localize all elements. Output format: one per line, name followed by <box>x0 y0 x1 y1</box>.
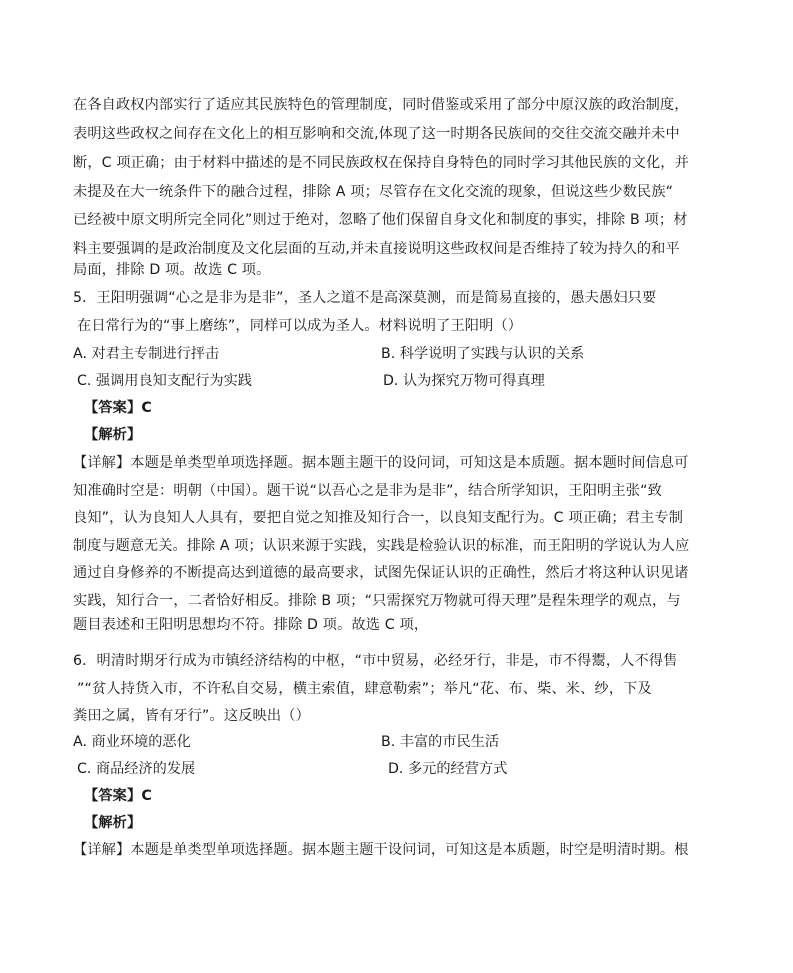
q6-stem-line-1: 6．明清时期牙行成为市镇经济结构的中枢，“市中贸易，必经牙行，非是，市不得鬻，人不得售 <box>73 653 678 669</box>
q6-stem-line-3: 粪田之属，皆有牙行”。这反映出（） <box>73 708 310 724</box>
q5-option-a: A. 对君主专制进行抨击 <box>73 346 220 362</box>
q5-option-c: C. 强调用良知支配行为实践 <box>77 373 252 389</box>
q5-answer: 【答案】C <box>84 400 152 416</box>
q5-analysis-label: 【解析】 <box>84 427 142 443</box>
q5-detail-line-4: 制度与题意无关。排除 A 项；认识来源于实践，实践是检验认识的标准，而王阳明的学说认为人应 <box>73 538 690 554</box>
q5-stem-line-2: 在日常行为的“事上磨练”，同样可以成为圣人。材料说明了王阳明（） <box>77 318 523 334</box>
q5-stem-line-1: 5．王阳明强调“心之是非为是非”，圣人之道不是高深莫测，而是简易直接的，愚夫愚妇只要 <box>73 290 657 306</box>
q5-detail-line-3: 良知”，认为良知人人具有，要把自觉之知推及知行合一，以良知支配行为。C 项正确；君主专制 <box>73 510 684 526</box>
q5-detail-line-7: 题目表述和王阳明思想均不符。排除 D 项。故选 C 项， <box>73 617 429 633</box>
q6-option-c: C. 商品经济的发展 <box>77 761 196 777</box>
q6-option-d: D. 多元的经营方式 <box>388 761 508 777</box>
q5-option-d: D. 认为探究万物可得真理 <box>383 373 545 389</box>
q6-option-a: A. 商业环境的恶化 <box>73 734 191 750</box>
q5-detail-line-2: 知准确时空是：明朝（中国）。题干说“以吾心之是非为是非”，结合所学知识，王阳明主张“致 <box>73 483 662 499</box>
intro-line-2: 表明这些政权之间存在文化上的相互影响和交流,体现了这一时期各民族间的交往交流交融并未中 <box>73 126 680 142</box>
q5-detail-line-5: 通过自身修养的不断提高达到道德的最高要求，试图先保证认识的正确性，然后才将这种认识见诸 <box>73 565 689 581</box>
q6-analysis-label: 【解析】 <box>84 815 142 831</box>
q5-detail-line-1: 【详解】本题是单类型单项选择题。据本题主题干的设问词，可知这是本质题。据本题时间信息可 <box>73 455 689 471</box>
q5-detail-line-6: 实践，知行合一，二者恰好相反。排除 B 项；“只需探究万物就可得天理”是程朱理学的观点，与 <box>73 593 681 609</box>
intro-line-3: 断，C 项正确；由于材料中描述的是不同民族政权在保持自身特色的同时学习其他民族的文化，并 <box>73 155 689 171</box>
intro-line-4: 未提及在大一统条件下的融合过程，排除 A 项；尽管存在文化交流的现象，但说这些少数民族“ <box>73 184 674 200</box>
q6-answer: 【答案】C <box>84 788 152 804</box>
intro-line-5: 已经被中原文明所完全同化”则过于绝对，忽略了他们保留自身文化和制度的事实，排除 B 项；材 <box>73 212 688 228</box>
q6-stem-line-2: ”“贫人持货入市，不许私自交易，横主索值，肆意勒索”；举凡“花、布、柴、米、纱，下及 <box>77 681 652 697</box>
q5-option-b: B. 科学说明了实践与认识的关系 <box>381 346 585 362</box>
q6-detail-line-1: 【详解】本题是单类型单项选择题。据本题主题干设问词，可知这是本质题，时空是明清时期。根 <box>73 842 689 858</box>
intro-line-7: 局面，排除 D 项。故选 C 项。 <box>73 262 271 278</box>
intro-line-1: 在各自政权内部实行了适应其民族特色的管理制度，同时借鉴或采用了部分中原汉族的政治制度， <box>73 97 689 113</box>
intro-line-6: 料主要强调的是政治制度及文化层面的互动,并未直接说明这些政权间是否维持了较为持久的和平 <box>73 241 680 257</box>
q6-option-b: B. 丰富的市民生活 <box>381 734 500 750</box>
